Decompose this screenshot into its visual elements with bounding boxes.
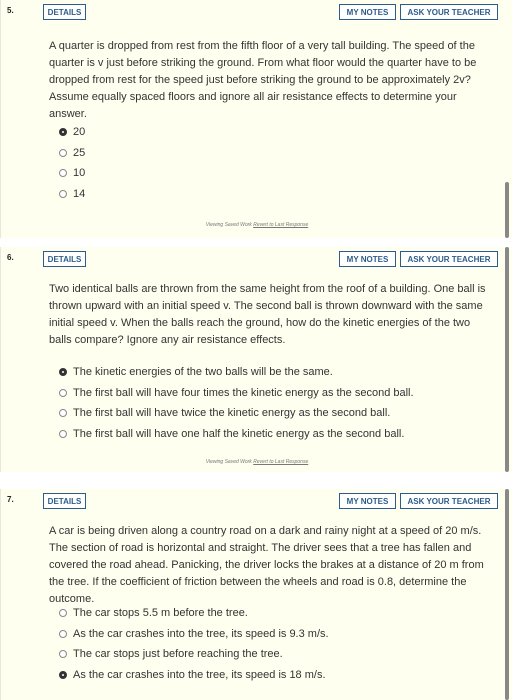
option-label: The car stops just before reaching the tree. bbox=[73, 648, 283, 661]
question-number: 5. bbox=[7, 6, 14, 15]
radio-button[interactable] bbox=[59, 169, 67, 177]
option[interactable] bbox=[59, 624, 499, 645]
question-number: 7. bbox=[7, 495, 14, 504]
option-label: The kinetic energies of the two balls will be the same. bbox=[73, 366, 333, 379]
details-button[interactable]: DETAILS bbox=[43, 251, 86, 267]
radio-button[interactable] bbox=[59, 149, 67, 157]
option[interactable] bbox=[59, 603, 499, 624]
option-label: 20 bbox=[73, 126, 86, 139]
viewing-saved-work bbox=[1, 459, 512, 465]
option-label: As the car crashes into the tree, its speed is 18 m/s. bbox=[73, 668, 326, 681]
option[interactable] bbox=[59, 184, 499, 205]
question-text: A quarter is dropped from rest from the fifth floor of a very tall building. The speed of the quarter is v just before striking the ground. From what floor would the quarter have to be dropped from rest for the speed just before striking the ground to be approximately 2v? Assume equally spaced floors and ignore all air resistance effects to determine your answer. bbox=[49, 40, 477, 120]
radio-button[interactable] bbox=[59, 609, 67, 617]
option-label: 10 bbox=[73, 167, 86, 180]
question-7 bbox=[0, 489, 512, 700]
option-label: As the car crashes into the tree, its speed is 9.3 m/s. bbox=[73, 627, 329, 640]
question-text: Two identical balls are thrown from the same height from the roof of a building. One ball is thrown upward with an initial speed v. The second ball is thrown downward with the same initial speed v. When the balls reach the ground, how do the kinetic energies of the two balls compare? Ignore any air resistance effects. bbox=[49, 283, 486, 346]
viewing-saved-work bbox=[1, 222, 512, 228]
option[interactable] bbox=[59, 362, 499, 383]
scrollbar[interactable] bbox=[505, 489, 509, 700]
my-notes-button[interactable]: MY NOTES bbox=[339, 493, 396, 509]
answer-options bbox=[59, 362, 499, 444]
details-button[interactable]: DETAILS bbox=[43, 493, 86, 509]
revert-link[interactable]: Revert to Last Response bbox=[253, 459, 309, 465]
option-label: The first ball will have one half the kinetic energy as the second ball. bbox=[73, 427, 405, 440]
radio-button[interactable] bbox=[59, 630, 67, 638]
answer-options bbox=[59, 122, 499, 204]
option-label: 14 bbox=[73, 187, 86, 200]
question-6 bbox=[0, 247, 512, 472]
my-notes-button[interactable]: MY NOTES bbox=[339, 4, 396, 20]
option[interactable] bbox=[59, 644, 499, 665]
radio-button[interactable] bbox=[59, 190, 67, 198]
ask-teacher-button[interactable]: ASK YOUR TEACHER bbox=[400, 493, 498, 509]
answer-options bbox=[59, 603, 499, 685]
my-notes-button[interactable]: MY NOTES bbox=[339, 251, 396, 267]
option-label: The car stops 5.5 m before the tree. bbox=[73, 607, 248, 620]
viewing-saved-label: Viewing Saved Work bbox=[205, 222, 252, 228]
radio-button[interactable] bbox=[59, 650, 67, 658]
radio-button[interactable] bbox=[59, 430, 67, 438]
viewing-saved-label: Viewing Saved Work bbox=[205, 459, 252, 465]
details-button[interactable]: DETAILS bbox=[43, 4, 86, 20]
option[interactable] bbox=[59, 383, 499, 404]
radio-button[interactable] bbox=[59, 389, 67, 397]
scrollbar[interactable] bbox=[505, 182, 509, 238]
option[interactable] bbox=[59, 665, 499, 686]
ask-teacher-button[interactable]: ASK YOUR TEACHER bbox=[400, 4, 498, 20]
option-label: 25 bbox=[73, 146, 86, 159]
ask-teacher-button[interactable]: ASK YOUR TEACHER bbox=[400, 251, 498, 267]
option[interactable] bbox=[59, 122, 499, 143]
scrollbar[interactable] bbox=[505, 247, 509, 472]
radio-button[interactable] bbox=[59, 128, 67, 136]
option[interactable] bbox=[59, 403, 499, 424]
radio-button[interactable] bbox=[59, 368, 67, 376]
option[interactable] bbox=[59, 143, 499, 164]
option[interactable] bbox=[59, 163, 499, 184]
radio-button[interactable] bbox=[59, 409, 67, 417]
option-label: The first ball will have twice the kinetic energy as the second ball. bbox=[73, 407, 391, 420]
question-5 bbox=[0, 0, 512, 238]
question-text: A car is being driven along a country road on a dark and rainy night at a speed of 20 m/s. The section of road is horizontal and straight. The driver sees that a tree has fallen and covered the road ahead. Panicking, the driver locks the brakes at a distance of 20 m from the tree. If the coefficient of friction between the wheels and road is 0.8, determine the outcome. bbox=[49, 525, 484, 605]
option[interactable] bbox=[59, 424, 499, 445]
option-label: The first ball will have four times the kinetic energy as the second ball. bbox=[73, 386, 414, 399]
question-number: 6. bbox=[7, 253, 14, 262]
revert-link[interactable]: Revert to Last Response bbox=[253, 222, 309, 228]
spacer bbox=[0, 472, 512, 489]
radio-button[interactable] bbox=[59, 671, 67, 679]
